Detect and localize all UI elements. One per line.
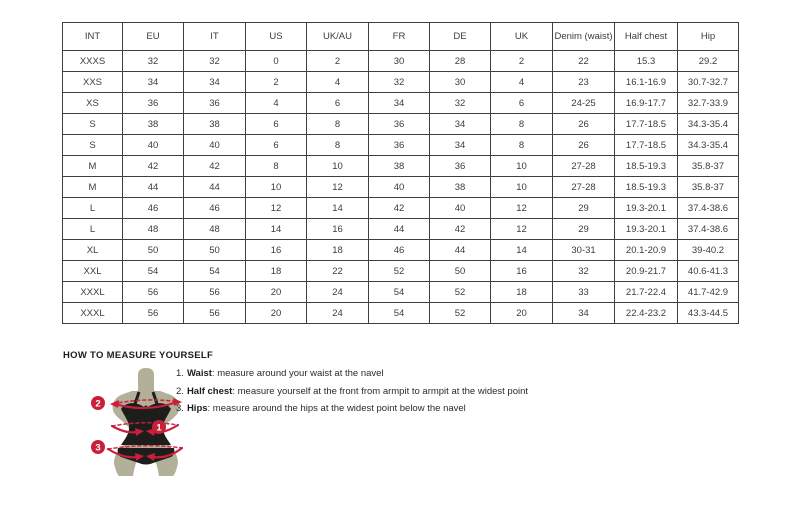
size-value-cell: 36 — [184, 93, 246, 114]
size-value-cell: 36 — [369, 135, 430, 156]
size-value-cell: 18.5-19.3 — [615, 177, 678, 198]
size-value-cell: 34.3-35.4 — [678, 114, 739, 135]
size-value-cell: 56 — [184, 303, 246, 324]
size-value-cell: 37.4-38.6 — [678, 198, 739, 219]
table-row — [63, 156, 739, 177]
size-value-cell: 24 — [307, 282, 369, 303]
size-value-cell: 32 — [369, 72, 430, 93]
size-value-cell: 42 — [369, 198, 430, 219]
size-value-cell: 14 — [307, 198, 369, 219]
size-value-cell: 42 — [184, 156, 246, 177]
step-text: : measure around the hips at the widest point below the navel — [207, 403, 466, 414]
size-value-cell: 20 — [246, 303, 307, 324]
size-value-cell: 6 — [491, 93, 553, 114]
how-to-measure-title: HOW TO MEASURE YOURSELF — [63, 350, 214, 361]
size-value-cell: 40 — [369, 177, 430, 198]
step-number: 2. — [176, 385, 184, 397]
size-value-cell: 18.5-19.3 — [615, 156, 678, 177]
size-value-cell: 54 — [369, 282, 430, 303]
marker-badge-half-chest-number: 2 — [95, 398, 101, 410]
step-number: 3. — [176, 403, 184, 414]
size-value-cell: 52 — [430, 303, 491, 324]
size-value-cell: 42 — [123, 156, 184, 177]
measure-step — [176, 386, 528, 404]
step-label: Waist — [186, 368, 212, 379]
size-value-cell: 41.7-42.9 — [678, 282, 739, 303]
size-value-cell: 36 — [369, 114, 430, 135]
size-value-cell: 44 — [369, 219, 430, 240]
size-value-cell: 48 — [184, 219, 246, 240]
size-value-cell: 40 — [123, 135, 184, 156]
header-cell-it: IT — [184, 23, 246, 51]
step-text: : measure yourself at the front from armpit to armpit at the widest point — [232, 385, 529, 397]
size-value-cell: 16.9-17.7 — [615, 93, 678, 114]
size-value-cell: 40 — [430, 198, 491, 219]
size-value-cell: 16 — [491, 261, 553, 282]
size-value-cell: 44 — [430, 240, 491, 261]
size-value-cell: 22.4-23.2 — [615, 303, 678, 324]
size-value-cell: 14 — [491, 240, 553, 261]
step-number: 1. — [176, 368, 184, 379]
size-value-cell: 2 — [246, 72, 307, 93]
table-row — [63, 240, 739, 261]
header-cell-denim-waist-: Denim (waist) — [553, 23, 615, 51]
size-value-cell: 29 — [553, 198, 615, 219]
size-value-cell: 50 — [184, 240, 246, 261]
size-value-cell: 38 — [430, 177, 491, 198]
size-value-cell: 56 — [123, 282, 184, 303]
size-value-cell: 20 — [246, 282, 307, 303]
size-value-cell: 48 — [123, 219, 184, 240]
size-value-cell: 28 — [430, 51, 491, 72]
header-cell-de: DE — [430, 23, 491, 51]
size-label-cell: L — [63, 198, 123, 219]
size-value-cell: 26 — [553, 135, 615, 156]
table-row — [63, 261, 739, 282]
size-value-cell: 20.9-21.7 — [615, 261, 678, 282]
size-value-cell: 56 — [184, 282, 246, 303]
step-label: Half chest — [186, 385, 233, 397]
size-value-cell: 32 — [430, 93, 491, 114]
size-value-cell: 44 — [123, 177, 184, 198]
size-value-cell: 34 — [369, 93, 430, 114]
size-value-cell: 27-28 — [553, 177, 615, 198]
size-value-cell: 40.6-41.3 — [678, 261, 739, 282]
size-value-cell: 8 — [491, 135, 553, 156]
size-value-cell: 34 — [123, 72, 184, 93]
size-value-cell: 20.1-20.9 — [615, 240, 678, 261]
size-value-cell: 32.7-33.9 — [678, 93, 739, 114]
size-value-cell: 8 — [307, 114, 369, 135]
size-value-cell: 34 — [430, 114, 491, 135]
size-value-cell: 8 — [246, 156, 307, 177]
size-label-cell: S — [63, 114, 123, 135]
size-value-cell: 30 — [430, 72, 491, 93]
table-row — [63, 198, 739, 219]
header-cell-us: US — [246, 23, 307, 51]
size-value-cell: 29.2 — [678, 51, 739, 72]
size-value-cell: 4 — [307, 72, 369, 93]
size-value-cell: 17.7-18.5 — [615, 135, 678, 156]
size-value-cell: 34.3-35.4 — [678, 135, 739, 156]
table-row — [63, 72, 739, 93]
size-value-cell: 54 — [369, 303, 430, 324]
marker-badge-hips-number: 3 — [95, 442, 101, 454]
size-table-header-row — [63, 23, 739, 51]
table-row — [63, 93, 739, 114]
size-value-cell: 54 — [184, 261, 246, 282]
table-row — [63, 51, 739, 72]
measure-step — [176, 368, 528, 386]
size-value-cell: 29 — [553, 219, 615, 240]
size-value-cell: 24 — [307, 303, 369, 324]
marker-badge-waist — [152, 420, 166, 434]
size-value-cell: 19.3-20.1 — [615, 198, 678, 219]
size-label-cell: XXL — [63, 261, 123, 282]
size-value-cell: 35.8-37 — [678, 177, 739, 198]
size-table-body — [63, 51, 739, 324]
size-value-cell: 15.3 — [615, 51, 678, 72]
size-label-cell: XL — [63, 240, 123, 261]
size-value-cell: 34 — [553, 303, 615, 324]
header-cell-uk: UK — [491, 23, 553, 51]
size-label-cell: M — [63, 177, 123, 198]
size-value-cell: 12 — [307, 177, 369, 198]
size-value-cell: 30-31 — [553, 240, 615, 261]
size-label-cell: XS — [63, 93, 123, 114]
size-label-cell: L — [63, 219, 123, 240]
size-value-cell: 2 — [491, 51, 553, 72]
size-value-cell: 18 — [246, 261, 307, 282]
size-value-cell: 6 — [246, 114, 307, 135]
size-value-cell: 0 — [246, 51, 307, 72]
table-row — [63, 282, 739, 303]
size-value-cell: 22 — [307, 261, 369, 282]
size-value-cell: 36 — [430, 156, 491, 177]
size-value-cell: 46 — [123, 198, 184, 219]
size-value-cell: 6 — [246, 135, 307, 156]
size-value-cell: 12 — [491, 219, 553, 240]
header-cell-int: INT — [63, 23, 123, 51]
mannequin-neck — [138, 368, 154, 392]
size-value-cell: 35.8-37 — [678, 156, 739, 177]
marker-badge-half-chest — [91, 396, 105, 410]
size-value-cell: 10 — [307, 156, 369, 177]
size-value-cell: 16.1-16.9 — [615, 72, 678, 93]
size-value-cell: 10 — [491, 156, 553, 177]
size-value-cell: 32 — [123, 51, 184, 72]
step-label: Hips — [186, 403, 208, 414]
size-value-cell: 46 — [369, 240, 430, 261]
table-row — [63, 135, 739, 156]
size-value-cell: 8 — [491, 114, 553, 135]
table-row — [63, 219, 739, 240]
header-cell-half-chest: Half chest — [615, 23, 678, 51]
size-value-cell: 38 — [369, 156, 430, 177]
size-label-cell: M — [63, 156, 123, 177]
size-value-cell: 2 — [307, 51, 369, 72]
header-cell-uk-au: UK/AU — [307, 23, 369, 51]
size-value-cell: 18 — [307, 240, 369, 261]
size-value-cell: 10 — [246, 177, 307, 198]
size-value-cell: 50 — [430, 261, 491, 282]
size-value-cell: 21.7-22.4 — [615, 282, 678, 303]
measure-step — [176, 403, 528, 421]
size-value-cell: 16 — [246, 240, 307, 261]
size-value-cell: 14 — [246, 219, 307, 240]
size-label-cell: XXXS — [63, 51, 123, 72]
size-value-cell: 38 — [184, 114, 246, 135]
table-row — [63, 177, 739, 198]
size-label-cell: XXXL — [63, 303, 123, 324]
size-value-cell: 43.3-44.5 — [678, 303, 739, 324]
size-label-cell: XXXL — [63, 282, 123, 303]
size-value-cell: 56 — [123, 303, 184, 324]
size-value-cell: 30.7-32.7 — [678, 72, 739, 93]
size-table — [62, 22, 739, 324]
size-value-cell: 50 — [123, 240, 184, 261]
header-cell-fr: FR — [369, 23, 430, 51]
marker-badge-waist-number: 1 — [156, 422, 162, 434]
size-value-cell: 52 — [430, 282, 491, 303]
size-value-cell: 17.7-18.5 — [615, 114, 678, 135]
size-value-cell: 39-40.2 — [678, 240, 739, 261]
size-value-cell: 44 — [184, 177, 246, 198]
size-value-cell: 18 — [491, 282, 553, 303]
size-value-cell: 24-25 — [553, 93, 615, 114]
size-value-cell: 26 — [553, 114, 615, 135]
size-value-cell: 46 — [184, 198, 246, 219]
size-value-cell: 42 — [430, 219, 491, 240]
table-row — [63, 303, 739, 324]
size-value-cell: 33 — [553, 282, 615, 303]
measure-steps — [176, 368, 528, 421]
size-value-cell: 22 — [553, 51, 615, 72]
table-row — [63, 114, 739, 135]
size-value-cell: 32 — [553, 261, 615, 282]
size-value-cell: 40 — [184, 135, 246, 156]
size-value-cell: 36 — [123, 93, 184, 114]
size-value-cell: 10 — [491, 177, 553, 198]
size-value-cell: 54 — [123, 261, 184, 282]
header-cell-hip: Hip — [678, 23, 739, 51]
size-label-cell: XXS — [63, 72, 123, 93]
size-value-cell: 30 — [369, 51, 430, 72]
size-value-cell: 8 — [307, 135, 369, 156]
size-value-cell: 16 — [307, 219, 369, 240]
size-value-cell: 4 — [491, 72, 553, 93]
size-value-cell: 37.4-38.6 — [678, 219, 739, 240]
step-text: : measure around your waist at the navel — [211, 368, 384, 379]
size-value-cell: 6 — [307, 93, 369, 114]
size-value-cell: 12 — [491, 198, 553, 219]
size-value-cell: 4 — [246, 93, 307, 114]
size-value-cell: 20 — [491, 303, 553, 324]
size-value-cell: 32 — [184, 51, 246, 72]
size-value-cell: 38 — [123, 114, 184, 135]
size-label-cell: S — [63, 135, 123, 156]
size-value-cell: 52 — [369, 261, 430, 282]
header-cell-eu: EU — [123, 23, 184, 51]
size-value-cell: 19.3-20.1 — [615, 219, 678, 240]
marker-badge-hips — [91, 440, 105, 454]
size-value-cell: 34 — [430, 135, 491, 156]
size-value-cell: 27-28 — [553, 156, 615, 177]
size-value-cell: 23 — [553, 72, 615, 93]
size-value-cell: 12 — [246, 198, 307, 219]
size-value-cell: 34 — [184, 72, 246, 93]
